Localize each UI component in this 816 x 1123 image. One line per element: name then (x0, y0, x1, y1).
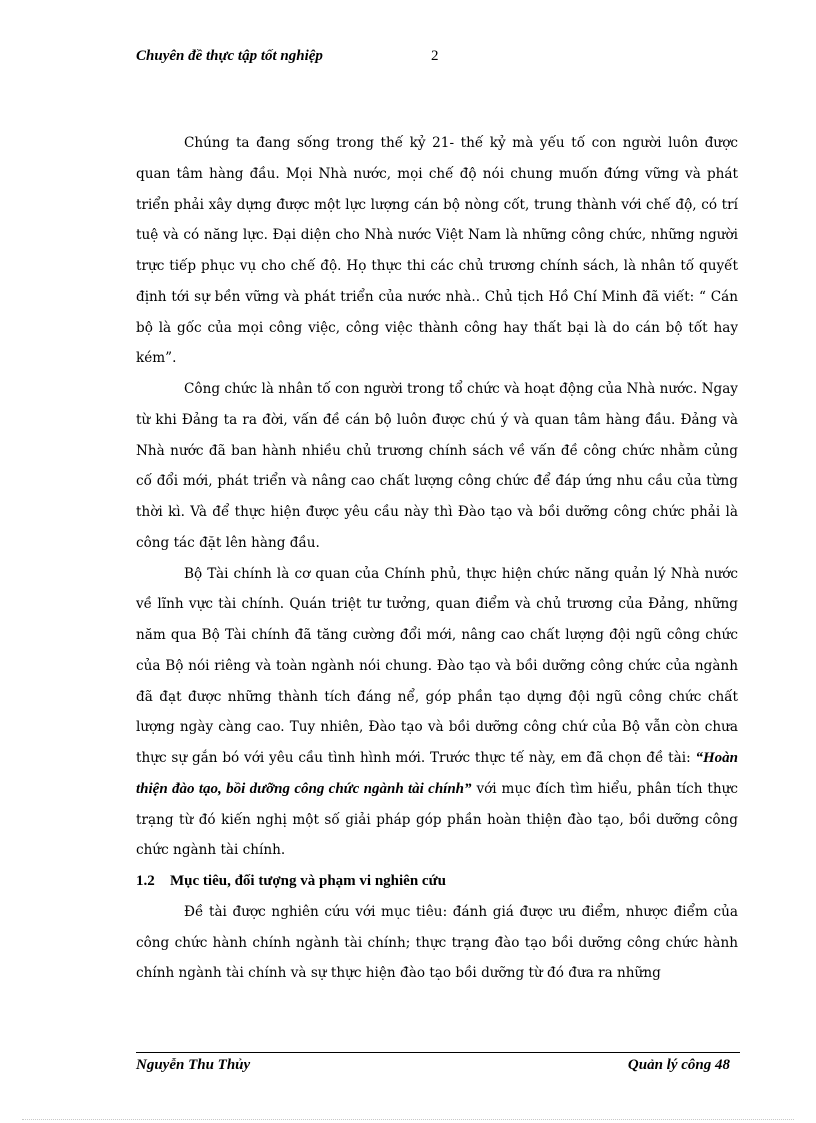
page-footer (136, 1057, 740, 1081)
footer-author: Nguyễn Thu Thủy (136, 1057, 251, 1073)
document-body (136, 128, 738, 989)
paragraph-3-tail: với mục đích tìm hiểu, phân tích thực trạng từ đó kiến nghị một số giải pháp góp phần hoàn thiện đào tạo, bồi dưỡng công chức ngành tài chính. (136, 780, 739, 859)
paragraph-3-text: Bộ Tài chính là cơ quan của Chính phủ, thực hiện chức năng quản lý Nhà nước về lĩnh vực tài chính. Quán triệt tư tưởng, quan điểm và chủ trương của Đảng, những năm qua Bộ Tài chính đã tăng cường đổi mới, nâng cao chất lượng đội ngũ công chức của Bộ nói riêng và toàn ngành nói chung. Đào tạo và bồi dưỡng công chức của ngành đã đạt được những thành tích đáng nể, góp phần tạo dựng đội ngũ công chức chất lượng ngày càng cao. Tuy nhiên, Đào tạo và bồi dưỡng công chứ của Bộ vẫn còn chưa thực sự gắn bó với yêu cầu tình hình mới. Trước thực tế này, em đã chọn đề tài: (136, 565, 738, 766)
footer-divider (136, 1052, 740, 1053)
footer-department: Quản lý công 48 (627, 1057, 730, 1073)
paragraph-1: Chúng ta đang sống trong thế kỷ 21- thế kỷ mà yếu tố con người luôn được quan tâm hàng đầu. Mọi Nhà nước, mọi chế độ nói chung muốn đứng vững và phát triển phải xây dựng được một lực lượng cán bộ nòng cốt, trung thành với chế độ, có trí tuệ và có năng lực. Đại diện cho Nhà nước Việt Nam là những công chức, những người trực tiếp phục vụ cho chế độ. Họ thực thi các chủ trương chính sách, là nhân tố quyết định tới sự bền vững và phát triển của nước nhà.. Chủ tịch Hồ Chí Minh đã viết: “ Cán bộ là gốc của mọi công việc, công việc thành công hay thất bại là do cán bộ tốt hay kém”. (136, 135, 738, 367)
header-title: Chuyên đề thực tập tốt nghiệp (136, 48, 323, 64)
thesis-topic: “Hoàn thiện đào tạo, bồi dưỡng công chức ngành tài chính” (136, 750, 738, 797)
paragraph-4: Đề tài được nghiên cứu với mục tiêu: đánh giá được ưu điểm, nhược điểm của công chức hành chính ngành tài chính; thực trạng đào tạo bồi dưỡng công chức hành chính ngành tài chính và sự thực hiện đào tạo bồi dưỡng từ đó đưa ra những (136, 903, 738, 982)
paragraph-3 (136, 559, 738, 867)
section-number: 1.2 (136, 873, 155, 889)
section-heading (136, 866, 738, 897)
page-header (136, 48, 736, 72)
section-title: Mục tiêu, đối tượng và phạm vi nghiên cứu (170, 873, 446, 889)
page-number: 2 (431, 48, 439, 64)
page-bottom-border (22, 1119, 794, 1120)
paragraph-2: Công chức là nhân tố con người trong tổ chức và hoạt động của Nhà nước. Ngay từ khi Đảng ta ra đời, vấn đề cán bộ luôn được chú ý và quan tâm hàng đầu. Đảng và Nhà nước đã ban hành nhiều chủ trương chính sách về vấn đề công chức nhằm củng cố đổi mới, phát triển và nâng cao chất lượng công chức để đáp ứng nhu cầu của từng thời kì. Và để thực hiện được yêu cầu này thì Đào tạo và bồi dưỡng công chức phải là công tác đặt lên hàng đầu. (136, 381, 738, 551)
